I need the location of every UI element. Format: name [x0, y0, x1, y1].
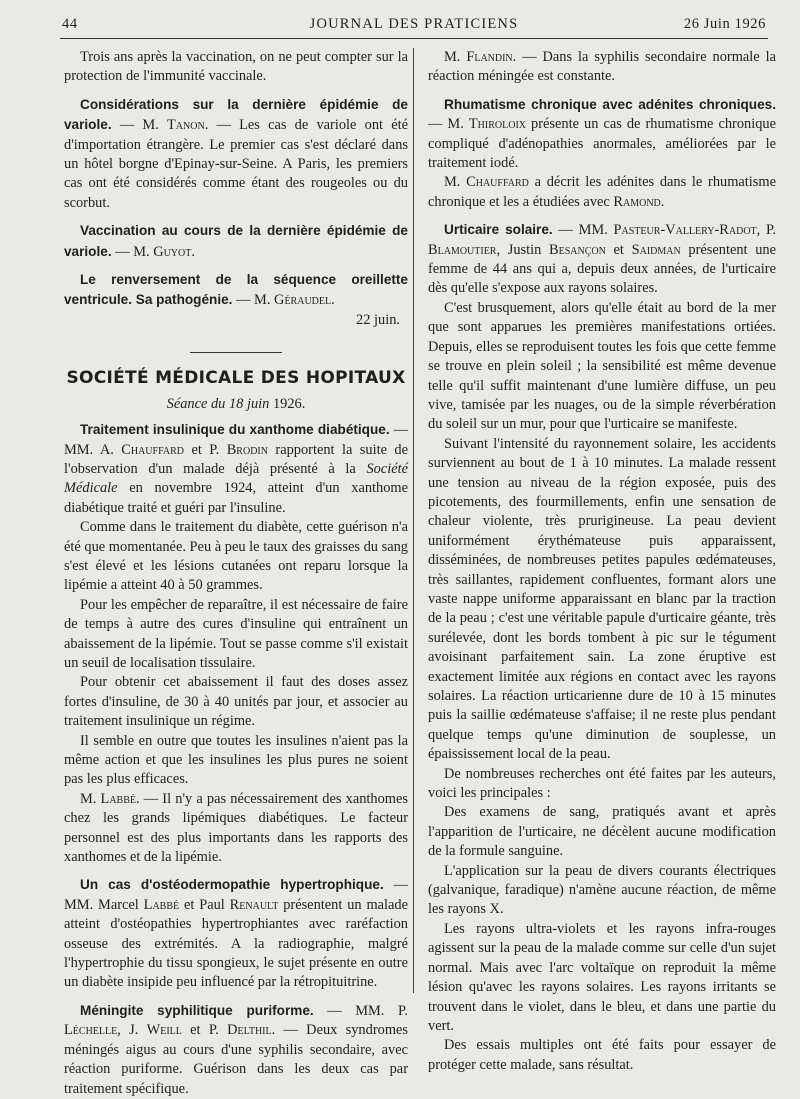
paragraph: Des examens de sang, pratiqués avant et après l'apparition de l'urticaire, ne décèlent aucune modification de la formule sanguine. [428, 804, 776, 860]
paragraph: Il semble en outre que toutes les insulines n'aient pas la même action et que les insulines les plus pures ne soient pas les plus efficaces. [64, 732, 408, 788]
section-title: SOCIÉTÉ MÉDICALE DES HOPITAUX [66, 368, 406, 389]
abstract-rhumatisme: Rhumatisme chronique avec adénites chroniques. — M. Thiroloix présente un cas de rhumatisme chronique compliqué d'adénopathies anormales, améliorées par le traitement iodé. [428, 96, 777, 172]
journal-name: Société Médicale [64, 460, 408, 497]
paragraph: Comme dans le traitement du diabète, cette guérison n'a été que momentanée. Peu à peu le taux des graisses du sang s'est élevé et les lésions cutanées ont reparu lorsque la lipémie a atteint 40 à 50 grammes. [64, 519, 408, 594]
author-name: Tanon [167, 117, 205, 134]
abstract-title: Urticaire solaire. [444, 222, 553, 238]
author-name: Géraudel [274, 292, 332, 309]
right-column [428, 48, 776, 1075]
author-name: Labbé [143, 896, 180, 913]
paragraph: Trois ans après la vaccination, on ne peut compter sur la protection de l'immunité vaccinale. [64, 49, 408, 85]
abstract-meningite: Méningite syphilitique puriforme. — MM. P. Léchelle, J. Weill et P. Delthil. — Deux syndromes méningés aigus au cours d'une syphilis secondaire, avec réaction puriforme. Guérison dans les deux cas par traitement spécifique. [64, 1002, 408, 1097]
abstract-title: Vaccination au cours de la dernière épidémie de variole. [64, 223, 408, 259]
paragraph: Des essais multiples ont été faits pour essayer de protéger cette malade, sans résultat. [428, 1037, 776, 1073]
paragraph: C'est brusquement, alors qu'elle était au bord de la mer que sont apparues les premières manifestations ortiées. Depuis, elles se reproduisent toutes les fois que cette femme se trouve en plein soleil ; la sensibilité est même devenue telle qu'il suffit maintenant d'une lumière diffuse, un peu vive, tamisée par les nuages, ou de la simple réverbération du soleil sur un mur, pour que l'urticaire se manifeste. [428, 299, 776, 433]
header-rule [60, 38, 768, 39]
author-name: Brodin [226, 441, 268, 458]
author-name: Besançon [549, 241, 606, 258]
abstract-urticaire: Urticaire solaire. — MM. Pasteur-Vallery-Radot, P. Blamoutier, Justin Besançon et Saidman présentent une femme de 44 ans qui a, depuis deux années, de l'urticaire dès qu'elle s'expose aux rayons solaires. [428, 222, 777, 297]
paragraph: Les rayons ultra-violets et les rayons infra-rouges agissent sur la peau de la malade comme sur celle d'un sujet normal. Mais avec l'arc voltaïque on reproduit la même lésion qu'avec les rayons solaires. Les rayons irritants se trouvent dans le violet, dans le bleu, et dans une partie du vert. [428, 920, 776, 1034]
abstract-vaccination: Vaccination au cours de la dernière épidémie de variole. — M. Guyot. [64, 223, 408, 260]
author-name: Delthil [227, 1022, 272, 1039]
paragraph: M. Labbé. — Il n'y a pas nécessairement des xanthomes chez les grands lipémiques diabétiques. Le facteur personnel est des plus importants dans les rapports des xanthomes et de la lipémie. [64, 790, 408, 866]
issue-date: 26 Juin 1926 [683, 16, 766, 32]
paragraph: M. Chauffard a décrit les adénites dans le rhumatisme chronique et les a étudiées avec Ramond. [428, 174, 776, 210]
column-separator [413, 48, 414, 993]
section-divider [190, 352, 282, 353]
left-column [64, 48, 408, 1099]
abstract-title: Un cas d'ostéodermopathie hypertrophique. [80, 877, 384, 893]
author-name: Blamoutier [428, 241, 497, 258]
abstract-sequence: Le renversement de la séquence oreillette ventricule. Sa pathogénie. — M. Géraudel. [64, 272, 408, 309]
author-name: Léchelle [64, 1022, 118, 1039]
paragraph: M. Flandin. — Dans la syphilis secondaire normale la réaction méningée est constante. [428, 49, 776, 85]
journal-title: JOURNAL DES PRATICIENS [309, 16, 519, 32]
author-name: Labbé [100, 790, 137, 807]
abstract-variole: Considérations sur la dernière épidémie de variole. — M. Tanon. — Les cas de variole ont été d'importation étrangère. Le premier cas s'est déclaré dans un hôtel borgne d'Epinay-sur-Seine. A Paris, les premiers cas ont été considérés comme étant des rougeoles ou du scorbut. [64, 96, 408, 211]
paragraph: De nombreuses recherches ont été faites par les auteurs, voici les principales : [428, 765, 776, 802]
author-name: Guyot [153, 243, 192, 260]
page-number: 44 [62, 16, 78, 32]
author-name: Renault [229, 896, 279, 913]
paragraph: Pour les empêcher de reparaître, il est nécessaire de faire de temps à autre des cures d'insuline qui entraînent un abaissement de la lipémie. Tout se passe comme s'il existait un seuil de localisation tissulaire. [64, 596, 408, 671]
author-name: Chauffard [121, 441, 185, 458]
session-line: Séance du 18 juin 1926. [166, 395, 306, 412]
paragraph: L'application sur la peau de divers courants électriques (galvanique, faradique) n'amène aucune réaction, de même les rayons X. [428, 862, 776, 918]
abstract-title: Rhumatisme chronique avec adénites chroniques. [444, 96, 776, 112]
running-header [62, 16, 766, 40]
author-name: Ramond [613, 193, 661, 210]
author-name: Pasteur-Vallery-Radot [613, 222, 757, 239]
abstract-xanthome: Traitement insulinique du xanthome diabétique. — MM. A. Chauffard et P. Brodin rapportent la suite de l'observation d'un malade déjà présenté à la Société Médicale en novembre 1924, atteint d'un xanthome diabétique traité et guéri par l'insuline. [64, 422, 408, 516]
abstract-title: Méningite syphilitique puriforme. [80, 1002, 314, 1018]
abstract-title: Traitement insulinique du xanthome diabétique. [80, 422, 390, 438]
author-name: Flandin [466, 49, 513, 65]
paragraph: Pour obtenir cet abaissement il faut des doses assez fortes d'insuline, de 30 à 40 unités par jour, et associer au traitement insulinique un régime. [64, 674, 408, 730]
author-name: Saidman [631, 241, 681, 258]
paragraph: Suivant l'intensité du rayonnement solaire, les accidents surviennent au bout de 1 à 10 minutes. La malade ressent une tension au niveau de la région exposée, puis des picotements, des fourmillements, enfin une sensation de chaleur violente, très prurigineuse. La peau devient uniformément érythémateuse puis apparaissent, disséminées, de nombreuses petites papules œdémateuses, très saillantes, rapidement confluentes, formant alors une vaste nappe uniforme apparaissant en blanc par la traction de la peau ; c'est une véritable papule d'urticaire géante, très surélevée, dont les bords tombent à pic sur le tégument avoisinant parfaitement sain. La zone éruptive est exactement limitée aux régions en contact avec les rayons solaires. La réaction urticarienne dure de 10 à 15 minutes puis la saillie œdémateuse s'affaise; il ne reste plus pendant quelque temps qu'une diminution de souplesse, un épaississement local de la peau. [428, 435, 776, 763]
abstract-title: Le renversement de la séquence oreillette ventricule. Sa pathogénie. [64, 272, 408, 308]
abstract-title: Considérations sur la dernière épidémie de variole. [64, 96, 408, 133]
date-line: 22 juin. [356, 311, 400, 328]
author-name: Weill [146, 1022, 182, 1039]
author-name: Chauffard [466, 174, 529, 191]
author-name: Thiroloix [468, 116, 526, 133]
abstract-osteodermopathie: Un cas d'ostéodermopathie hypertrophique. — MM. Marcel Labbé et Paul Renault présentent un malade atteint d'ostéopathies hypertrophiantes avec raréfaction osseuse des extrémités. A la radiographie, malgré l'hypertrophie du tissu spongieux, le sujet présente en outre un diabète insipide peu influencé par la rétropituitrine. [64, 877, 408, 991]
